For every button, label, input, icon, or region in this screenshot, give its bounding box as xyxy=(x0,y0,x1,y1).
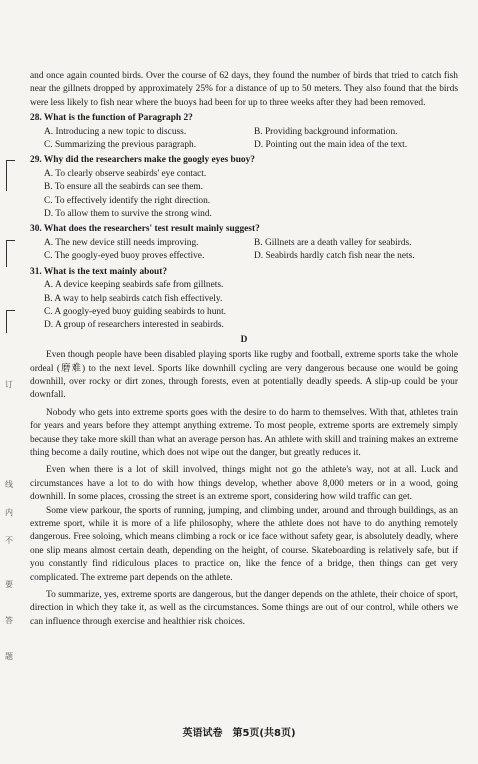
option: D. A group of researchers interested in seabirds. xyxy=(44,320,224,331)
margin-label: 题 xyxy=(5,652,13,661)
option: C. To effectively identify the right direction. xyxy=(44,195,211,206)
option: B. Gillnets are a death valley for seabirds. xyxy=(254,237,412,248)
section-d-heading: D xyxy=(240,334,248,345)
margin-label: 不 xyxy=(5,536,13,545)
question-28: 28. What is the function of Paragraph 2? xyxy=(30,113,193,124)
option: B. A way to help seabirds catch fish effectively. xyxy=(44,293,223,304)
question-31: 31. What is the text mainly about? xyxy=(30,266,168,277)
option: B. Providing background information. xyxy=(254,126,398,137)
page-footer: 英语试卷 第5页(共8页) xyxy=(182,728,296,739)
bracket-mark xyxy=(6,160,15,191)
binding-margin xyxy=(0,60,22,660)
question-30: 30. What does the researchers' test result mainly suggest? xyxy=(30,224,260,235)
margin-label: 要 xyxy=(5,580,13,589)
exam-content xyxy=(30,70,458,629)
margin-label: 答 xyxy=(5,616,13,625)
passage-d-paragraph: Nobody who gets into extreme sports goes with the desire to do harm to themselves. With that, athletes train for years and years before they attempt anything extreme. To most people, extreme sports are extremely simply because they take more skill than what an average person has. An athlete with skill and training makes an extreme thing become a daily routine, which does not wipe out the danger, but greatly reduces it. xyxy=(30,407,458,458)
option: A. Introducing a new topic to discuss. xyxy=(44,126,187,137)
option: C. The googly-eyed buoy proves effective. xyxy=(44,251,205,262)
option: B. To ensure all the seabirds can see them. xyxy=(44,182,204,193)
passage-d-paragraph: To summarize, yes, extreme sports are dangerous, but the danger depends on the athlete, their choice of sport, direction in which they take it, as well as the circumstances. Some things are out of our control, while others we can influence through exercise and healthier risk choices. xyxy=(30,590,458,627)
option: A. The new device still needs improving. xyxy=(44,237,199,248)
question-29: 29. Why did the researchers make the googly eyes buoy? xyxy=(30,155,255,166)
passage-d-paragraph: Even though people have been disabled playing sports like rugby and football, extreme sports take the whole ordeal (磨难) to the next level. Sports like downhill cycling are very dangerous because one would be going downhill, over rocky or dirt zones, through forests, even at potentially deadly speeds. A slip-up could be your downfall. xyxy=(30,350,458,401)
passage-d-paragraph: Some view parkour, the sports of running, jumping, and climbing under, around and through buildings, as an extreme sport, while it is more of a life philosophy, where the athlete does not have to do anything remotely dangerous. Free soloing, which means climbing a rock or ice face without safety gear, is absolutely deadly, where one slip means almost certain death, depending on the height, of course. Skateboarding is relatively safe, but if you constantly find ridiculous places to practice on, like the fence of a bridge, then things can get very complicated. The extreme part depends on the athlete. xyxy=(30,505,458,583)
passage-d-paragraph: Even when there is a lot of skill involved, things might not go the athlete's way, not at all. Luck and circumstances have a lot to do with how things develop, whether above 8,000 meters or in a wood, going downhill. In some places, crossing the street is an extreme sport, considering how wild traffic can get. xyxy=(30,465,458,503)
option: A. A device keeping seabirds safe from gillnets. xyxy=(44,280,224,291)
option: D. Seabirds hardly catch fish near the nets. xyxy=(254,251,415,262)
margin-label: 订 xyxy=(5,380,13,389)
bracket-mark xyxy=(6,240,15,267)
option: C. A googly-eyed buoy guiding seabirds to hunt. xyxy=(44,306,227,317)
margin-label: 线 xyxy=(5,480,13,489)
passage-c-ending: and once again counted birds. Over the course of 62 days, they found the number of birds that tried to catch fish near the gillnets dropped by approximately 25% for a distance of up to 50 meters. They also found that the birds were less likely to fish near where the buoys had been for up to three weeks after they had been removed. xyxy=(30,71,458,108)
question-30-options xyxy=(30,237,458,264)
option: A. To clearly observe seabirds' eye contact. xyxy=(44,168,207,179)
option: D. Pointing out the main idea of the text. xyxy=(254,140,408,151)
bracket-mark xyxy=(6,310,15,333)
option: C. Summarizing the previous paragraph. xyxy=(44,140,197,151)
option: D. To allow them to survive the strong wind. xyxy=(44,209,212,220)
question-28-options xyxy=(30,126,458,153)
margin-label: 内 xyxy=(5,508,13,517)
